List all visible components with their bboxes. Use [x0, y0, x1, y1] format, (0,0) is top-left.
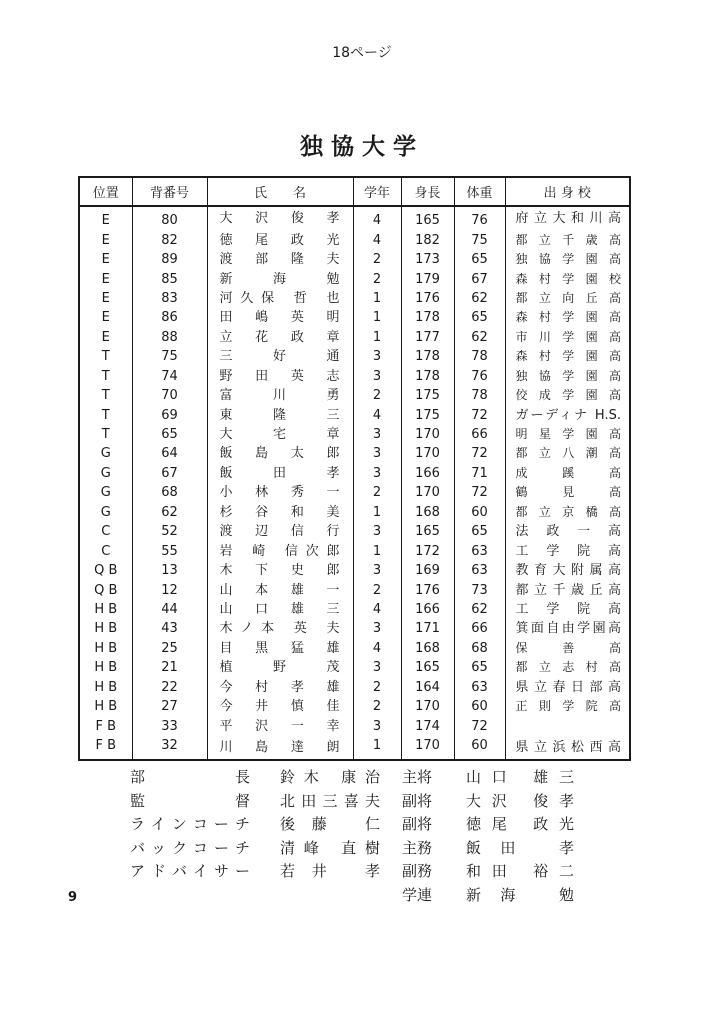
player-grade: 3 — [353, 444, 401, 463]
player-position: E — [79, 269, 132, 288]
col-grade: 学年 — [353, 177, 401, 206]
table-row — [79, 230, 630, 249]
player-weight: 63 — [454, 678, 505, 697]
player-weight: 65 — [454, 308, 505, 327]
col-position: 位置 — [79, 177, 132, 206]
player-weight: 75 — [454, 230, 505, 249]
staff-title: アドバイサー — [130, 862, 250, 880]
player-grade: 3 — [353, 367, 401, 386]
table-row — [79, 405, 630, 424]
player-grade: 4 — [353, 600, 401, 619]
player-weight: 78 — [454, 347, 505, 366]
player-height: 175 — [401, 386, 454, 405]
staff-title: ラインコーチ — [130, 815, 250, 833]
player-height: 172 — [401, 541, 454, 560]
player-school: 都立八潮高 — [505, 444, 630, 463]
staff-role: 主務 — [402, 838, 433, 857]
table-row — [79, 250, 630, 269]
player-name: 木 下 史 郎 — [207, 561, 353, 580]
player-height: 169 — [401, 561, 454, 580]
player-school: 正則学院高 — [505, 697, 630, 716]
player-position: E — [79, 308, 132, 327]
staff-title: バックコーチ — [130, 838, 250, 857]
table-row — [79, 503, 630, 522]
staff-role: 副務 — [402, 862, 433, 880]
player-school: 工 学 院 高 — [505, 541, 630, 560]
player-height: 176 — [401, 289, 454, 308]
player-position: T — [79, 367, 132, 386]
player-number: 65 — [132, 425, 207, 444]
roster-header-row — [79, 177, 630, 206]
table-row — [79, 580, 630, 599]
player-position: G — [79, 503, 132, 522]
table-row — [79, 347, 630, 366]
staff-role: 副将 — [402, 791, 433, 810]
player-weight: 60 — [454, 736, 505, 760]
player-height: 168 — [401, 503, 454, 522]
player-number: 55 — [132, 541, 207, 560]
player-height: 165 — [401, 658, 454, 677]
player-position: G — [79, 483, 132, 502]
player-height: 170 — [401, 483, 454, 502]
player-name: 木ノ本 英 夫 — [207, 619, 353, 638]
player-weight: 63 — [454, 541, 505, 560]
player-grade: 3 — [353, 658, 401, 677]
player-grade: 4 — [353, 206, 401, 230]
table-row — [79, 386, 630, 405]
player-number: 86 — [132, 308, 207, 327]
staff-player-name: 大沢 俊孝 — [466, 791, 574, 810]
player-number: 32 — [132, 736, 207, 760]
player-weight: 72 — [454, 405, 505, 424]
player-grade: 3 — [353, 561, 401, 580]
staff-row — [130, 837, 600, 861]
player-number: 74 — [132, 367, 207, 386]
player-school: 市川学園高 — [505, 328, 630, 347]
player-name: 河久保 哲 也 — [207, 289, 353, 308]
player-height: 165 — [401, 522, 454, 541]
staff-row — [130, 790, 600, 814]
player-school: 都立志村高 — [505, 658, 630, 677]
player-grade: 2 — [353, 580, 401, 599]
player-number: 64 — [132, 444, 207, 463]
player-grade: 3 — [353, 716, 401, 735]
player-height: 170 — [401, 425, 454, 444]
player-name: 岩 崎 信次郎 — [207, 541, 353, 560]
player-name: 山 本 雄 一 — [207, 580, 353, 599]
player-height: 178 — [401, 367, 454, 386]
player-number: 22 — [132, 678, 207, 697]
player-weight: 66 — [454, 425, 505, 444]
player-number: 13 — [132, 561, 207, 580]
table-row — [79, 483, 630, 502]
player-name: 杉 谷 和 美 — [207, 503, 353, 522]
player-name: 目 黒 猛 雄 — [207, 639, 353, 658]
player-position: E — [79, 250, 132, 269]
player-name: 渡 部 隆 夫 — [207, 250, 353, 269]
player-position: T — [79, 425, 132, 444]
col-height: 身長 — [401, 177, 454, 206]
col-weight: 体重 — [454, 177, 505, 206]
table-row — [79, 269, 630, 288]
staff-name: 若井 孝 — [280, 862, 380, 880]
player-name: 東 隆 三 — [207, 405, 353, 424]
player-grade: 3 — [353, 619, 401, 638]
staff-title: 部 長 — [130, 768, 250, 786]
staff-row — [130, 884, 600, 908]
player-weight: 60 — [454, 697, 505, 716]
player-school: 教育大附属高 — [505, 561, 630, 580]
player-name: 田 嶋 英 明 — [207, 308, 353, 327]
player-height: 170 — [401, 697, 454, 716]
table-row — [79, 600, 630, 619]
player-school: 独協学園高 — [505, 250, 630, 269]
player-grade: 1 — [353, 541, 401, 560]
player-position: F B — [79, 736, 132, 760]
player-number: 43 — [132, 619, 207, 638]
player-school: 森村学園高 — [505, 308, 630, 327]
player-name: 野 田 英 志 — [207, 367, 353, 386]
player-height: 165 — [401, 206, 454, 230]
player-height: 176 — [401, 580, 454, 599]
player-position: Q B — [79, 561, 132, 580]
player-position: H B — [79, 658, 132, 677]
player-weight: 72 — [454, 483, 505, 502]
player-grade: 1 — [353, 308, 401, 327]
player-weight: 62 — [454, 328, 505, 347]
player-weight: 65 — [454, 658, 505, 677]
player-number: 27 — [132, 697, 207, 716]
player-height: 166 — [401, 600, 454, 619]
player-number: 85 — [132, 269, 207, 288]
player-grade: 3 — [353, 347, 401, 366]
player-school: 森村学園高 — [505, 347, 630, 366]
staff-player-name: 飯田 孝 — [466, 838, 574, 857]
player-grade: 1 — [353, 328, 401, 347]
player-name: 渡 辺 信 行 — [207, 522, 353, 541]
table-row — [79, 206, 630, 230]
player-weight: 62 — [454, 600, 505, 619]
player-height: 173 — [401, 250, 454, 269]
table-row — [79, 639, 630, 658]
player-name: 立 花 政 章 — [207, 328, 353, 347]
player-name: 平 沢 一 幸 — [207, 716, 353, 735]
col-school: 出 身 校 — [505, 177, 630, 206]
table-row — [79, 289, 630, 308]
roster-table — [78, 176, 631, 761]
player-name: 飯 島 太 郎 — [207, 444, 353, 463]
player-school: 鶴 見 高 — [505, 483, 630, 502]
player-school: ガーディナ H.S. — [505, 405, 630, 424]
player-position: T — [79, 405, 132, 424]
player-school: 都立向丘高 — [505, 289, 630, 308]
player-number: 82 — [132, 230, 207, 249]
player-weight: 62 — [454, 289, 505, 308]
player-name: 富 川 勇 — [207, 386, 353, 405]
player-school: 都立千歳丘高 — [505, 580, 630, 599]
player-number: 68 — [132, 483, 207, 502]
table-row — [79, 561, 630, 580]
staff-player-name: 和田 裕二 — [466, 862, 574, 880]
staff-player-name: 新海 勉 — [466, 885, 574, 904]
col-name: 氏 名 — [207, 177, 353, 206]
player-number: 12 — [132, 580, 207, 599]
player-weight: 73 — [454, 580, 505, 599]
player-school — [505, 716, 630, 735]
roster-body — [79, 206, 630, 760]
player-weight: 76 — [454, 367, 505, 386]
player-position: H B — [79, 600, 132, 619]
player-height: 171 — [401, 619, 454, 638]
player-position: Q B — [79, 580, 132, 599]
player-number: 67 — [132, 464, 207, 483]
player-weight: 60 — [454, 503, 505, 522]
table-row — [79, 658, 630, 677]
player-weight: 63 — [454, 561, 505, 580]
player-name: 新 海 勉 — [207, 269, 353, 288]
player-grade: 4 — [353, 639, 401, 658]
player-position: T — [79, 386, 132, 405]
player-height: 174 — [401, 716, 454, 735]
player-school: 佼成学園高 — [505, 386, 630, 405]
table-row — [79, 678, 630, 697]
player-position: C — [79, 541, 132, 560]
player-position: E — [79, 206, 132, 230]
player-number: 83 — [132, 289, 207, 308]
player-school: 森村学園校 — [505, 269, 630, 288]
player-grade: 2 — [353, 483, 401, 502]
player-name: 三 好 通 — [207, 347, 353, 366]
player-name: 川 島 達 朗 — [207, 736, 353, 760]
player-number: 62 — [132, 503, 207, 522]
col-number: 背番号 — [132, 177, 207, 206]
table-row — [79, 425, 630, 444]
player-height: 177 — [401, 328, 454, 347]
player-school: 都立千歳高 — [505, 230, 630, 249]
staff-name: 清峰 直樹 — [280, 838, 380, 857]
staff-row — [130, 813, 600, 837]
table-row — [79, 444, 630, 463]
player-school: 県立浜松西高 — [505, 736, 630, 760]
table-row — [79, 736, 630, 760]
table-row — [79, 541, 630, 560]
table-row — [79, 328, 630, 347]
player-number: 88 — [132, 328, 207, 347]
player-height: 182 — [401, 230, 454, 249]
player-grade: 2 — [353, 250, 401, 269]
staff-role: 副将 — [402, 815, 433, 833]
player-position: H B — [79, 619, 132, 638]
player-grade: 1 — [353, 503, 401, 522]
staff-list — [130, 766, 600, 907]
player-height: 178 — [401, 308, 454, 327]
player-weight: 65 — [454, 250, 505, 269]
player-name: 小 林 秀 一 — [207, 483, 353, 502]
player-position: H B — [79, 639, 132, 658]
staff-row — [130, 860, 600, 884]
player-school: 法 政 一 高 — [505, 522, 630, 541]
player-position: E — [79, 328, 132, 347]
player-number: 75 — [132, 347, 207, 366]
player-position: T — [79, 347, 132, 366]
player-weight: 76 — [454, 206, 505, 230]
player-number: 52 — [132, 522, 207, 541]
player-name: 今 井 慎 佳 — [207, 697, 353, 716]
player-number: 89 — [132, 250, 207, 269]
player-grade: 2 — [353, 678, 401, 697]
player-school: 明星学園高 — [505, 425, 630, 444]
player-number: 80 — [132, 206, 207, 230]
player-height: 178 — [401, 347, 454, 366]
player-weight: 66 — [454, 619, 505, 638]
player-weight: 65 — [454, 522, 505, 541]
table-row — [79, 367, 630, 386]
table-row — [79, 308, 630, 327]
player-position: F B — [79, 716, 132, 735]
player-position: C — [79, 522, 132, 541]
player-number: 33 — [132, 716, 207, 735]
player-school: 県立春日部高 — [505, 678, 630, 697]
staff-player-name: 徳尾 政光 — [466, 815, 574, 833]
player-school: 府立大和川高 — [505, 206, 630, 230]
player-school: 保 善 高 — [505, 639, 630, 658]
player-name: 徳 尾 政 光 — [207, 230, 353, 249]
player-height: 170 — [401, 736, 454, 760]
staff-name: 鈴木 康治 — [280, 768, 380, 786]
player-school: 箕面自由学園高 — [505, 619, 630, 638]
player-school: 都立京橋高 — [505, 503, 630, 522]
staff-title: 監 督 — [130, 791, 250, 810]
player-height: 166 — [401, 464, 454, 483]
table-row — [79, 716, 630, 735]
player-school: 独協学園高 — [505, 367, 630, 386]
player-position: G — [79, 464, 132, 483]
player-weight: 78 — [454, 386, 505, 405]
table-row — [79, 697, 630, 716]
team-title: 独協大学 — [300, 134, 424, 160]
player-number: 25 — [132, 639, 207, 658]
player-weight: 71 — [454, 464, 505, 483]
staff-player-name: 山口 雄三 — [466, 768, 574, 786]
player-position: H B — [79, 697, 132, 716]
player-height: 179 — [401, 269, 454, 288]
player-number: 69 — [132, 405, 207, 424]
page-header: 18ページ — [332, 45, 392, 61]
player-grade: 4 — [353, 230, 401, 249]
player-position: G — [79, 444, 132, 463]
player-grade: 1 — [353, 289, 401, 308]
player-height: 168 — [401, 639, 454, 658]
staff-role: 学連 — [402, 885, 433, 904]
player-grade: 3 — [353, 522, 401, 541]
staff-row — [130, 766, 600, 790]
player-name: 山 口 雄 三 — [207, 600, 353, 619]
table-row — [79, 522, 630, 541]
player-height: 164 — [401, 678, 454, 697]
player-weight: 67 — [454, 269, 505, 288]
player-name: 飯 田 孝 — [207, 464, 353, 483]
player-name: 大 宅 章 — [207, 425, 353, 444]
player-school: 工 学 院 高 — [505, 600, 630, 619]
staff-name: 後藤 仁 — [280, 815, 380, 833]
player-position: H B — [79, 678, 132, 697]
player-name: 植 野 茂 — [207, 658, 353, 677]
player-grade: 4 — [353, 405, 401, 424]
player-number: 70 — [132, 386, 207, 405]
player-name: 大 沢 俊 孝 — [207, 206, 353, 230]
page-number: 9 — [68, 890, 78, 905]
player-weight: 68 — [454, 639, 505, 658]
player-position: E — [79, 289, 132, 308]
player-grade: 1 — [353, 736, 401, 760]
staff-name: 北田三喜夫 — [280, 791, 380, 810]
player-school: 成 蹊 高 — [505, 464, 630, 483]
player-grade: 2 — [353, 386, 401, 405]
table-row — [79, 619, 630, 638]
player-height: 175 — [401, 405, 454, 424]
player-weight: 72 — [454, 716, 505, 735]
player-grade: 3 — [353, 464, 401, 483]
player-name: 今 村 孝 雄 — [207, 678, 353, 697]
table-row — [79, 464, 630, 483]
player-grade: 2 — [353, 697, 401, 716]
player-grade: 3 — [353, 425, 401, 444]
player-position: E — [79, 230, 132, 249]
player-weight: 72 — [454, 444, 505, 463]
staff-role: 主将 — [402, 768, 433, 786]
player-number: 21 — [132, 658, 207, 677]
player-number: 44 — [132, 600, 207, 619]
player-height: 170 — [401, 444, 454, 463]
player-grade: 2 — [353, 269, 401, 288]
